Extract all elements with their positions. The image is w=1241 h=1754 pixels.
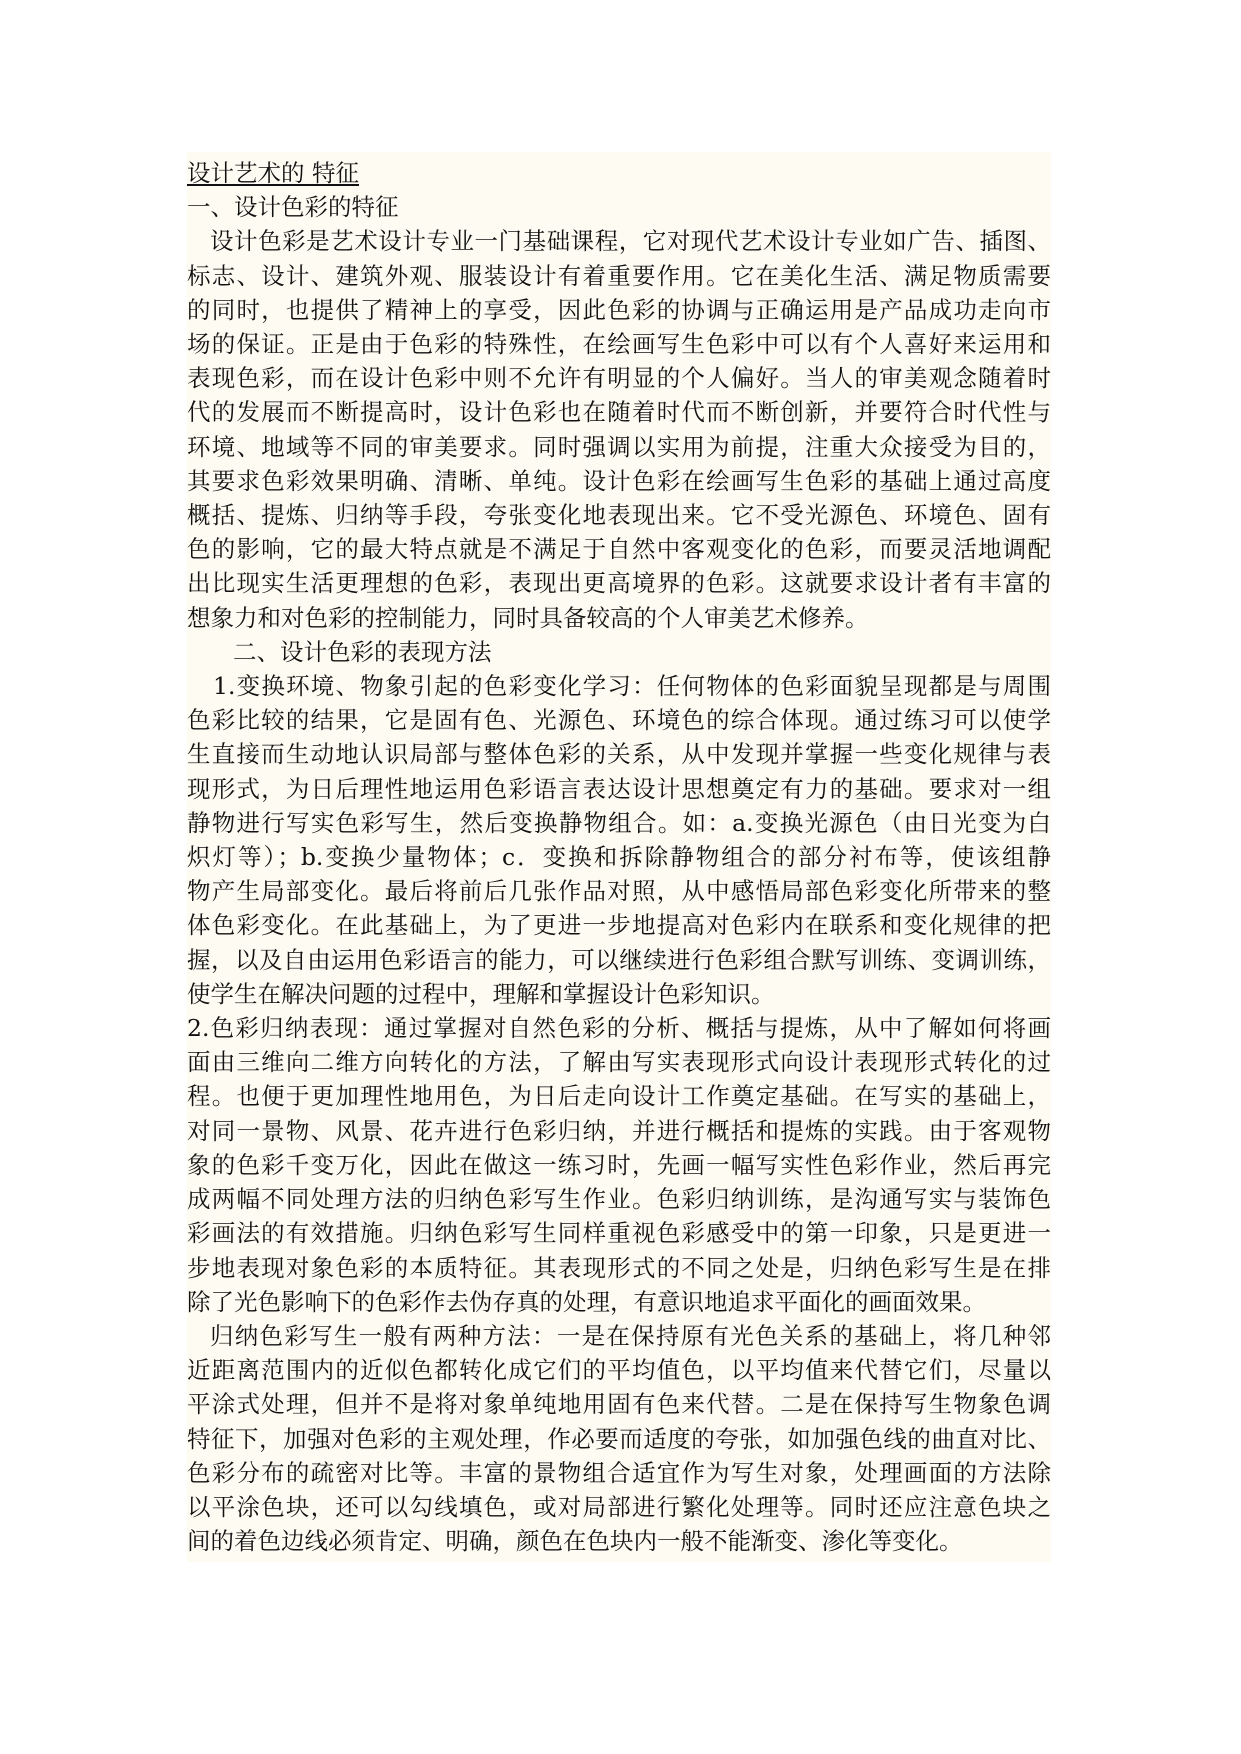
paragraph-line: 象的色彩千变万化，因此在做这一练习时，先画一幅写实性色彩作业，然后再完 [187,1150,1051,1179]
paragraph-line: 平涂式处理，但并不是将对象单纯地用固有色来代替。二是在保持写生物象色调 [187,1390,1051,1419]
paragraph-line: 出比现实生活更理想的色彩，表现出更高境界的色彩。这就要求设计者有丰富的 [187,569,1051,598]
paragraph-line: 程。也便于更加理性地用色，为日后走向设计工作奠定基础。在写实的基础上， [187,1082,1051,1111]
paragraph-line: 近距离范围内的近似色都转化成它们的平均值色，以平均值来代替它们，尽量以 [187,1356,1051,1385]
paragraph-line: 对同一景物、风景、花卉进行色彩归纳，并进行概括和提炼的实践。由于客观物 [187,1116,1051,1145]
document-title: 设计艺术的 特征 [187,159,359,187]
paragraph-line: 生直接而生动地认识局部与整体色彩的关系，从中发现并掌握一些变化规律与表 [187,740,1051,769]
section2-paragraph3 [187,1319,1051,1558]
document-body [187,152,1051,1562]
section1-paragraph [187,224,1051,634]
section1-heading: 一、设计色彩的特征 [187,193,399,222]
paragraph-line: 2.色彩归纳表现：通过掌握对自然色彩的分析、概括与提炼，从中了解如何将画 [187,1014,1051,1043]
paragraph-line: 1.变换环境、物象引起的色彩变化学习：任何物体的色彩面貌呈现都是与周围 [213,672,1051,701]
paragraph-line: 色彩比较的结果，它是固有色、光源色、环境色的综合体现。通过练习可以使学 [187,706,1051,735]
paragraph-line: 特征下，加强对色彩的主观处理，作必要而适度的夸张，如加强色线的曲直对比、 [187,1424,1051,1453]
paragraph-line: 色彩分布的疏密对比等。丰富的景物组合适宜作为写生对象，处理画面的方法除 [187,1458,1051,1487]
section2-item2-paragraph [187,1011,1051,1319]
paragraph-line: 环境、地域等不同的审美要求。同时强调以实用为前提，注重大众接受为目的， [187,432,1051,461]
paragraph-line: 现形式，为日后理性地运用色彩语言表达设计思想奠定有力的基础。要求对一组 [187,774,1051,803]
paragraph-line: 使学生在解决问题的过程中，理解和掌握设计色彩知识。 [187,979,775,1008]
paragraph-line: 面由三维向二维方向转化的方法，了解由写实表现形式向设计表现形式转化的过 [187,1048,1051,1077]
paragraph-line: 代的发展而不断提高时，设计色彩也在随着时代而不断创新，并要符合时代性与 [187,398,1051,427]
section2-item1-paragraph [187,669,1051,1011]
paragraph-line: 归纳色彩写生一般有两种方法：一是在保持原有光色关系的基础上，将几种邻 [210,1321,1051,1350]
paragraph-line: 步地表现对象色彩的本质特征。其表现形式的不同之处是，归纳色彩写生是在排 [187,1253,1051,1282]
paragraph-line: 彩画法的有效措施。归纳色彩写生同样重视色彩感受中的第一印象，只是更进一 [187,1219,1051,1248]
section2-heading: 二、设计色彩的表现方法 [233,637,492,666]
paragraph-line: 成两幅不同处理方法的归纳色彩写生作业。色彩归纳训练，是沟通写实与装饰色 [187,1185,1051,1214]
paragraph-line: 概括、提炼、归纳等手段，夸张变化地表现出来。它不受光源色、环境色、固有 [187,501,1051,530]
paragraph-line: 间的着色边线必须肯定、明确，颜色在色块内一般不能渐变、渗化等变化。 [187,1527,963,1556]
paragraph-line: 静物进行写实色彩写生，然后变换静物组合。如：a.变换光源色（由日光变为白 [187,808,1051,837]
paragraph-line: 设计色彩是艺术设计专业一门基础课程，它对现代艺术设计专业如广告、插图、 [210,227,1051,256]
paragraph-line: 除了光色影响下的色彩作去伪存真的处理，有意识地追求平面化的画面效果。 [187,1287,986,1316]
paragraph-line: 其要求色彩效果明确、清晰、单纯。设计色彩在绘画写生色彩的基础上通过高度 [187,466,1051,495]
paragraph-line: 以平涂色块，还可以勾线填色，或对局部进行繁化处理等。同时还应注意色块之 [187,1492,1051,1521]
paragraph-line: 炽灯等）；b.变换少量物体；c．变换和拆除静物组合的部分衬布等，使该组静 [187,843,1051,872]
paragraph-line: 握，以及自由运用色彩语言的能力，可以继续进行色彩组合默写训练、变调训练， [187,945,1051,974]
paragraph-line: 表现色彩，而在设计色彩中则不允许有明显的个人偏好。当人的审美观念随着时 [187,364,1051,393]
paragraph-line: 色的影响，它的最大特点就是不满足于自然中客观变化的色彩，而要灵活地调配 [187,535,1051,564]
paragraph-line: 场的保证。正是由于色彩的特殊性，在绘画写生色彩中可以有个人喜好来运用和 [187,330,1051,359]
paragraph-line: 物产生局部变化。最后将前后几张作品对照，从中感悟局部色彩变化所带来的整 [187,877,1051,906]
paragraph-line: 的同时，也提供了精神上的享受，因此色彩的协调与正确运用是产品成功走向市 [187,295,1051,324]
paragraph-line: 标志、设计、建筑外观、服装设计有着重要作用。它在美化生活、满足物质需要 [187,261,1051,290]
paragraph-line: 想象力和对色彩的控制能力，同时具备较高的个人审美艺术修养。 [187,603,869,632]
paragraph-line: 体色彩变化。在此基础上，为了更进一步地提高对色彩内在联系和变化规律的把 [187,911,1051,940]
